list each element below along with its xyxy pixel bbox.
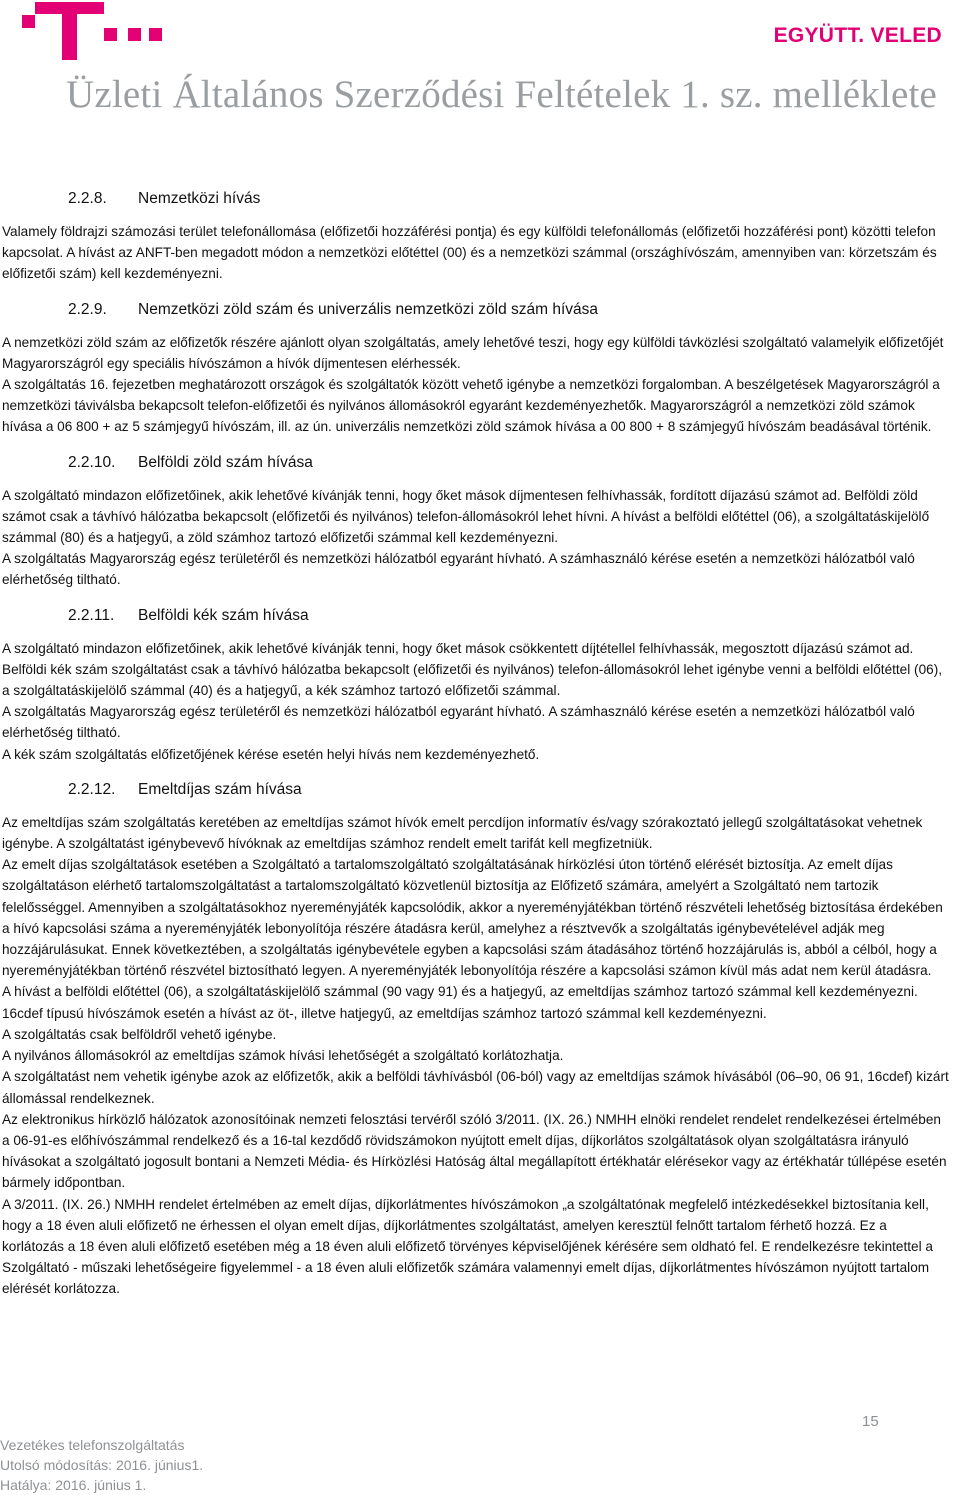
- section-title: Nemzetközi hívás: [138, 190, 261, 207]
- footer-modified: Utolsó módosítás: 2016. június1.: [0, 1457, 204, 1473]
- section-paragraph: Valamely földrajzi számozási terület telefonállomása (előfizetői hozzáférési pontja) és egy külföldi telefonállomás (előfizetői hozzáférési pont) közötti telefon kapcsolat. A hívást az ANFT-ben megadott módon a nemzetközi előtéttel (00) és a nemzetközi számmal (országhívószám, amennyiben van: körzetszám és előfizetői szám) kell kezdeményezni.: [2, 224, 937, 282]
- brand-slogan: EGYÜTT. VELED: [773, 24, 942, 47]
- section-paragraph: A szolgáltatás Magyarország egész területéről és nemzetközi hálózatból egyaránt hívható. A számhasználó kérése esetén a nemzetközi hálózatból való elérhetőség tiltható.: [2, 704, 915, 741]
- section-number: 2.2.8.: [68, 190, 107, 207]
- section-paragraph: A szolgáltatás 16. fejezetben meghatározott országok és szolgáltatók között vehető igénybe a nemzetközi forgalomban. A beszélgetések Magyarországról a nemzetközi táviválsba bekapcsolt telefon-előfizetői és nyilvános állomásokról egyaránt kezdeményezhetők. Magyarországról a nemzetközi zöld számok hívása a 06 800 + az 5 számjegyű hívószám, ill. az ún. univerzális nemzetközi zöld számok hívása a 00 800 + 8 számjegyű hívószám beadásával történik.: [2, 377, 940, 435]
- footer-effective: Hatálya: 2016. június 1.: [0, 1477, 147, 1493]
- document-body: [0, 188, 960, 1314]
- section: [0, 188, 960, 285]
- section-paragraph: A szolgáltató mindazon előfizetőinek, akik lehetővé kívánják tenni, hogy őket mások csökkentett díjtétellel felhívhassák, megosztott díjazású számot ad.: [2, 640, 914, 656]
- section-number: 2.2.10.: [68, 453, 116, 471]
- section-number: 2.2.11.: [68, 606, 115, 624]
- section: [0, 452, 960, 591]
- section-number: 2.2.9.: [68, 300, 107, 318]
- section-paragraph: A 3/2011. (IX. 26.) NMHH rendelet értelmében az emelt díjas, díjkorlátmentes hívószámokon „a szolgáltatónak megfelelő intézkedésekkel biztosítania kell, hogy a 18 éven aluli előfizető ne érhessen el olyan emelt díjas, díjkorlátmentes szolgáltatást, amelyen keresztül felnőtt tartalom férhető hozzá. Ez a korlátozás a 18 éven aluli előfizető esetében még a 18 éven aluli előfizető törvényes képviselőjének kérésére sem oldható fel. E rendelkezésre tekintettel a Szolgáltató - műszaki lehetőségeire figyelemmel - a 18 éven aluli előfizetők számára valamennyi emelt díjas, díjkorlátmentes hívószámon nyújtott tartalom elérését korlátozza.: [2, 1196, 933, 1297]
- section-paragraph: Az emeltdíjas szám szolgáltatás keretében az emeltdíjas számot hívók emelt percdíjon informatív és/vagy szórakoztató jellegű szolgáltatásokat vehetnek igénybe. A szolgáltatást igénybevevő hívóknak az emeltdíjas számhoz rendelt emelt tarifát kell megfizetniük.: [2, 814, 923, 852]
- footer-service: Vezetékes telefonszolgáltatás: [0, 1437, 185, 1453]
- section-paragraph: Az elektronikus hírközlő hálózatok azonosítóinak nemzeti felosztási tervéről szóló 3/2011. (IX. 26.) NMHH elnöki rendelet rendelet rendelkezései értelmében a 06-91-es előhívószámmal rendelkező és a 16-tal kezdődő rövidszámokon nyújtott emelt díjas, díjkorlátos szolgáltatások olyan szolgáltatásra irányuló hívásokat a szolgáltató jogosult bontani a Nemzeti Média- és Hírközlési Hatóság által megállapított értékhatár elérésekor vagy az értékhatár túllépése esetén bármely időpontban.: [2, 1111, 947, 1191]
- section-paragraph: Belföldi kék szám szolgáltatást csak a távhívó hálózatba bekapcsolt (előfizetői és nyilvános) telefon-állomásokról lehet igénybe venni a belföldi előtéttel (06), a szolgáltatáskijelölő számmal (40) és a hatjegyű, a kék számhoz tartozó előfizetői számmal.: [2, 661, 942, 699]
- footer: [0, 1435, 203, 1495]
- section-heading: [0, 188, 960, 210]
- section-title: Belföldi kék szám hívása: [138, 606, 309, 624]
- section-title: Emeltdíjas szám hívása: [138, 780, 302, 798]
- section-paragraph: A szolgáltatást nem vehetik igénybe azok az előfizetők, akik a belföldi távhívásból (06-ból) vagy az emeltdíjas számok hívásából (06–90, 06 91, 16cdef) kizárt állomással rendelkeznek.: [2, 1069, 949, 1106]
- section-paragraph: A szolgáltató mindazon előfizetőinek, akik lehetővé kívánják tenni, hogy őket mások díjmentesen felhívhassák, fordított díjazású számot ad. Belföldi zöld számot csak a távhívó hálózatba bekapcsolt (előfizetői és nyilvános) telefon-állomásokról lehet hívni. A hívást a belföldi előtéttel (06), a szolgáltatáskijelölő számmal (80) és a hatjegyű, a zöld számhoz tartozó előfizetői számmal kell kezdeményezni.: [2, 487, 930, 546]
- section-paragraph: A szolgáltatás csak belföldről vehető igénybe.: [2, 1026, 277, 1042]
- section-number: 2.2.12.: [68, 780, 116, 798]
- section-paragraph: A hívást a belföldi előtéttel (06), a szolgáltatáskijelölő számmal (90 vagy 91) és a hatjegyű, az emeltdíjas számhoz tartozó számmal kell kezdeményezni.: [2, 984, 918, 1000]
- section-paragraph: A szolgáltatás Magyarország egész területéről és nemzetközi hálózatból egyaránt hívható. A számhasználó kérése esetén a nemzetközi hálózatból való elérhetőség tiltható.: [2, 551, 915, 588]
- section-paragraph: A nyilvános állomásokról az emeltdíjas számok hívási lehetőségét a szolgáltató korlátozhatja.: [2, 1048, 564, 1064]
- section: [0, 779, 960, 1300]
- document-title: Üzleti Általános Szerződési Feltételek 1. sz. melléklete: [66, 73, 938, 116]
- section-heading: [0, 452, 960, 474]
- section: [0, 299, 960, 438]
- section-paragraph: Az emelt díjas szolgáltatások esetében a Szolgáltató a tartalomszolgáltató szolgáltatásának hírközlési úton történő elérését biztosítja. Az emelt díjas szolgáltatáson elérhető tartalomszolgáltatást a tartalomszolgáltató közvetlenül biztosítja az Előfizető számára, amelyért a Szolgáltató nem tartozik felelősséggel. Amennyiben a szolgáltatásokhoz nyereményjáték kapcsolódik, akkor a nyereményjátékban történő részvételi lehetőség biztosítása érdekében a hívó kapcsolási száma a nyereményjáték lebonyolítója részére átadásra kerül, amelyhez a résztvevők a szolgáltatás igénybevételével adják meg hozzájárulásukat. Ennek következtében, a szolgáltatás igénybevétele egyben a kapcsolási szám átadásához történő hozzájárulás is, abból a célból, hogy a nyereményjátékban történő részvétel biztosítható legyen. A nyereményjáték lebonyolítója részére a kapcsolási számon kívül más adat nem kerül átadásra.: [2, 857, 943, 979]
- section-heading: [0, 779, 960, 801]
- section-paragraph: A nemzetközi zöld szám az előfizetők részére ajánlott olyan szolgáltatás, amely lehetővé teszi, hogy egy külföldi távközlési szolgáltató valamelyik előfizetőjét Magyarországról egy speciális hívószámon a hívók díjmentesen elérhessék.: [2, 334, 944, 371]
- section-paragraph: A kék szám szolgáltatás előfizetőjének kérése esetén helyi hívás nem kezdeményezhető.: [2, 746, 540, 762]
- section-title: Nemzetközi zöld szám és univerzális nemzetközi zöld szám hívása: [138, 300, 599, 318]
- section: [0, 605, 960, 765]
- telekom-t-logo: [22, 2, 162, 60]
- section-heading: [0, 605, 960, 627]
- page-number: 15: [862, 1413, 879, 1430]
- section-title: Belföldi zöld szám hívása: [138, 453, 313, 471]
- section-paragraph: 16cdef típusú hívószámok esetén a hívást az öt-, illetve hatjegyű, az emeltdíjas számhoz tartozó számmal kell kezdeményezni.: [2, 1005, 767, 1021]
- section-heading: [0, 299, 960, 321]
